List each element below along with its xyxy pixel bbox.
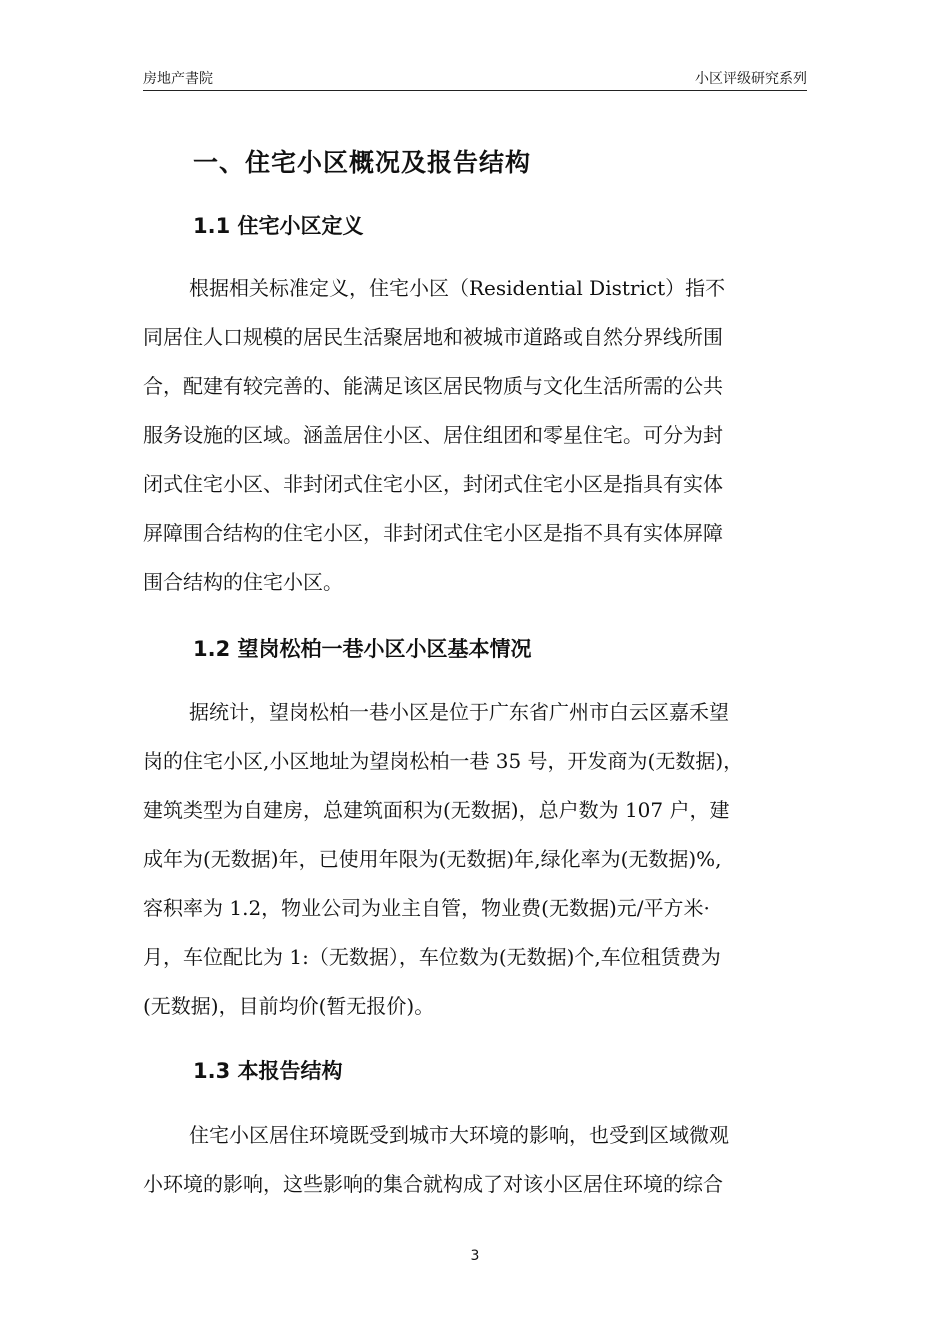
section-heading-1-3: 1.3 本报告结构 bbox=[193, 1059, 343, 1083]
paragraph-line: 服务设施的区域。涵盖居住小区、居住组团和零星住宅。可分为封 bbox=[143, 423, 723, 447]
chapter-title: 一、住宅小区概况及报告结构 bbox=[193, 148, 532, 177]
paragraph-line: 屏障围合结构的住宅小区，非封闭式住宅小区是指不具有实体屏障 bbox=[143, 521, 723, 545]
paragraph-basic-info bbox=[143, 688, 823, 1031]
paragraph-line: 住宅小区居住环境既受到城市大环境的影响，也受到区域微观 bbox=[189, 1123, 729, 1147]
paragraph-definition bbox=[143, 264, 823, 607]
paragraph-line: 根据相关标准定义，住宅小区（Residential District）指不 bbox=[189, 276, 726, 300]
paragraph-line: 容积率为 1.2，物业公司为业主自管，物业费(无数据)元/平方米· bbox=[143, 896, 710, 920]
page-number: 3 bbox=[470, 1248, 480, 1264]
paragraph-line: 建筑类型为自建房，总建筑面积为(无数据)，总户数为 107 户，建 bbox=[143, 798, 730, 822]
paragraph-line: 围合结构的住宅小区。 bbox=[143, 570, 343, 594]
paragraph-line: 合，配建有较完善的、能满足该区居民物质与文化生活所需的公共 bbox=[143, 374, 723, 398]
header-series-title: 小区评级研究系列 bbox=[695, 71, 807, 87]
section-heading-1-1: 1.1 住宅小区定义 bbox=[193, 214, 364, 238]
paragraph-line: 月，车位配比为 1:（无数据），车位数为(无数据)个,车位租赁费为 bbox=[143, 945, 721, 969]
section-heading-1-2: 1.2 望岗松柏一巷小区小区基本情况 bbox=[193, 637, 532, 661]
paragraph-line: 同居住人口规模的居民生活聚居地和被城市道路或自然分界线所围 bbox=[143, 325, 723, 349]
paragraph-line: 成年为(无数据)年，已使用年限为(无数据)年,绿化率为(无数据)%, bbox=[143, 847, 722, 871]
paragraph-line: 小环境的影响，这些影响的集合就构成了对该小区居住环境的综合 bbox=[143, 1172, 723, 1196]
paragraph-line: (无数据)，目前均价(暂无报价)。 bbox=[143, 994, 435, 1018]
paragraph-line: 闭式住宅小区、非封闭式住宅小区，封闭式住宅小区是指具有实体 bbox=[143, 472, 723, 496]
paragraph-line: 岗的住宅小区,小区地址为望岗松柏一巷 35 号，开发商为(无数据)， bbox=[143, 749, 744, 773]
header-publisher: 房地产書院 bbox=[143, 71, 213, 87]
paragraph-report-structure bbox=[143, 1111, 823, 1209]
page-header bbox=[143, 62, 807, 91]
paragraph-line: 据统计，望岗松柏一巷小区是位于广东省广州市白云区嘉禾望 bbox=[189, 700, 729, 724]
